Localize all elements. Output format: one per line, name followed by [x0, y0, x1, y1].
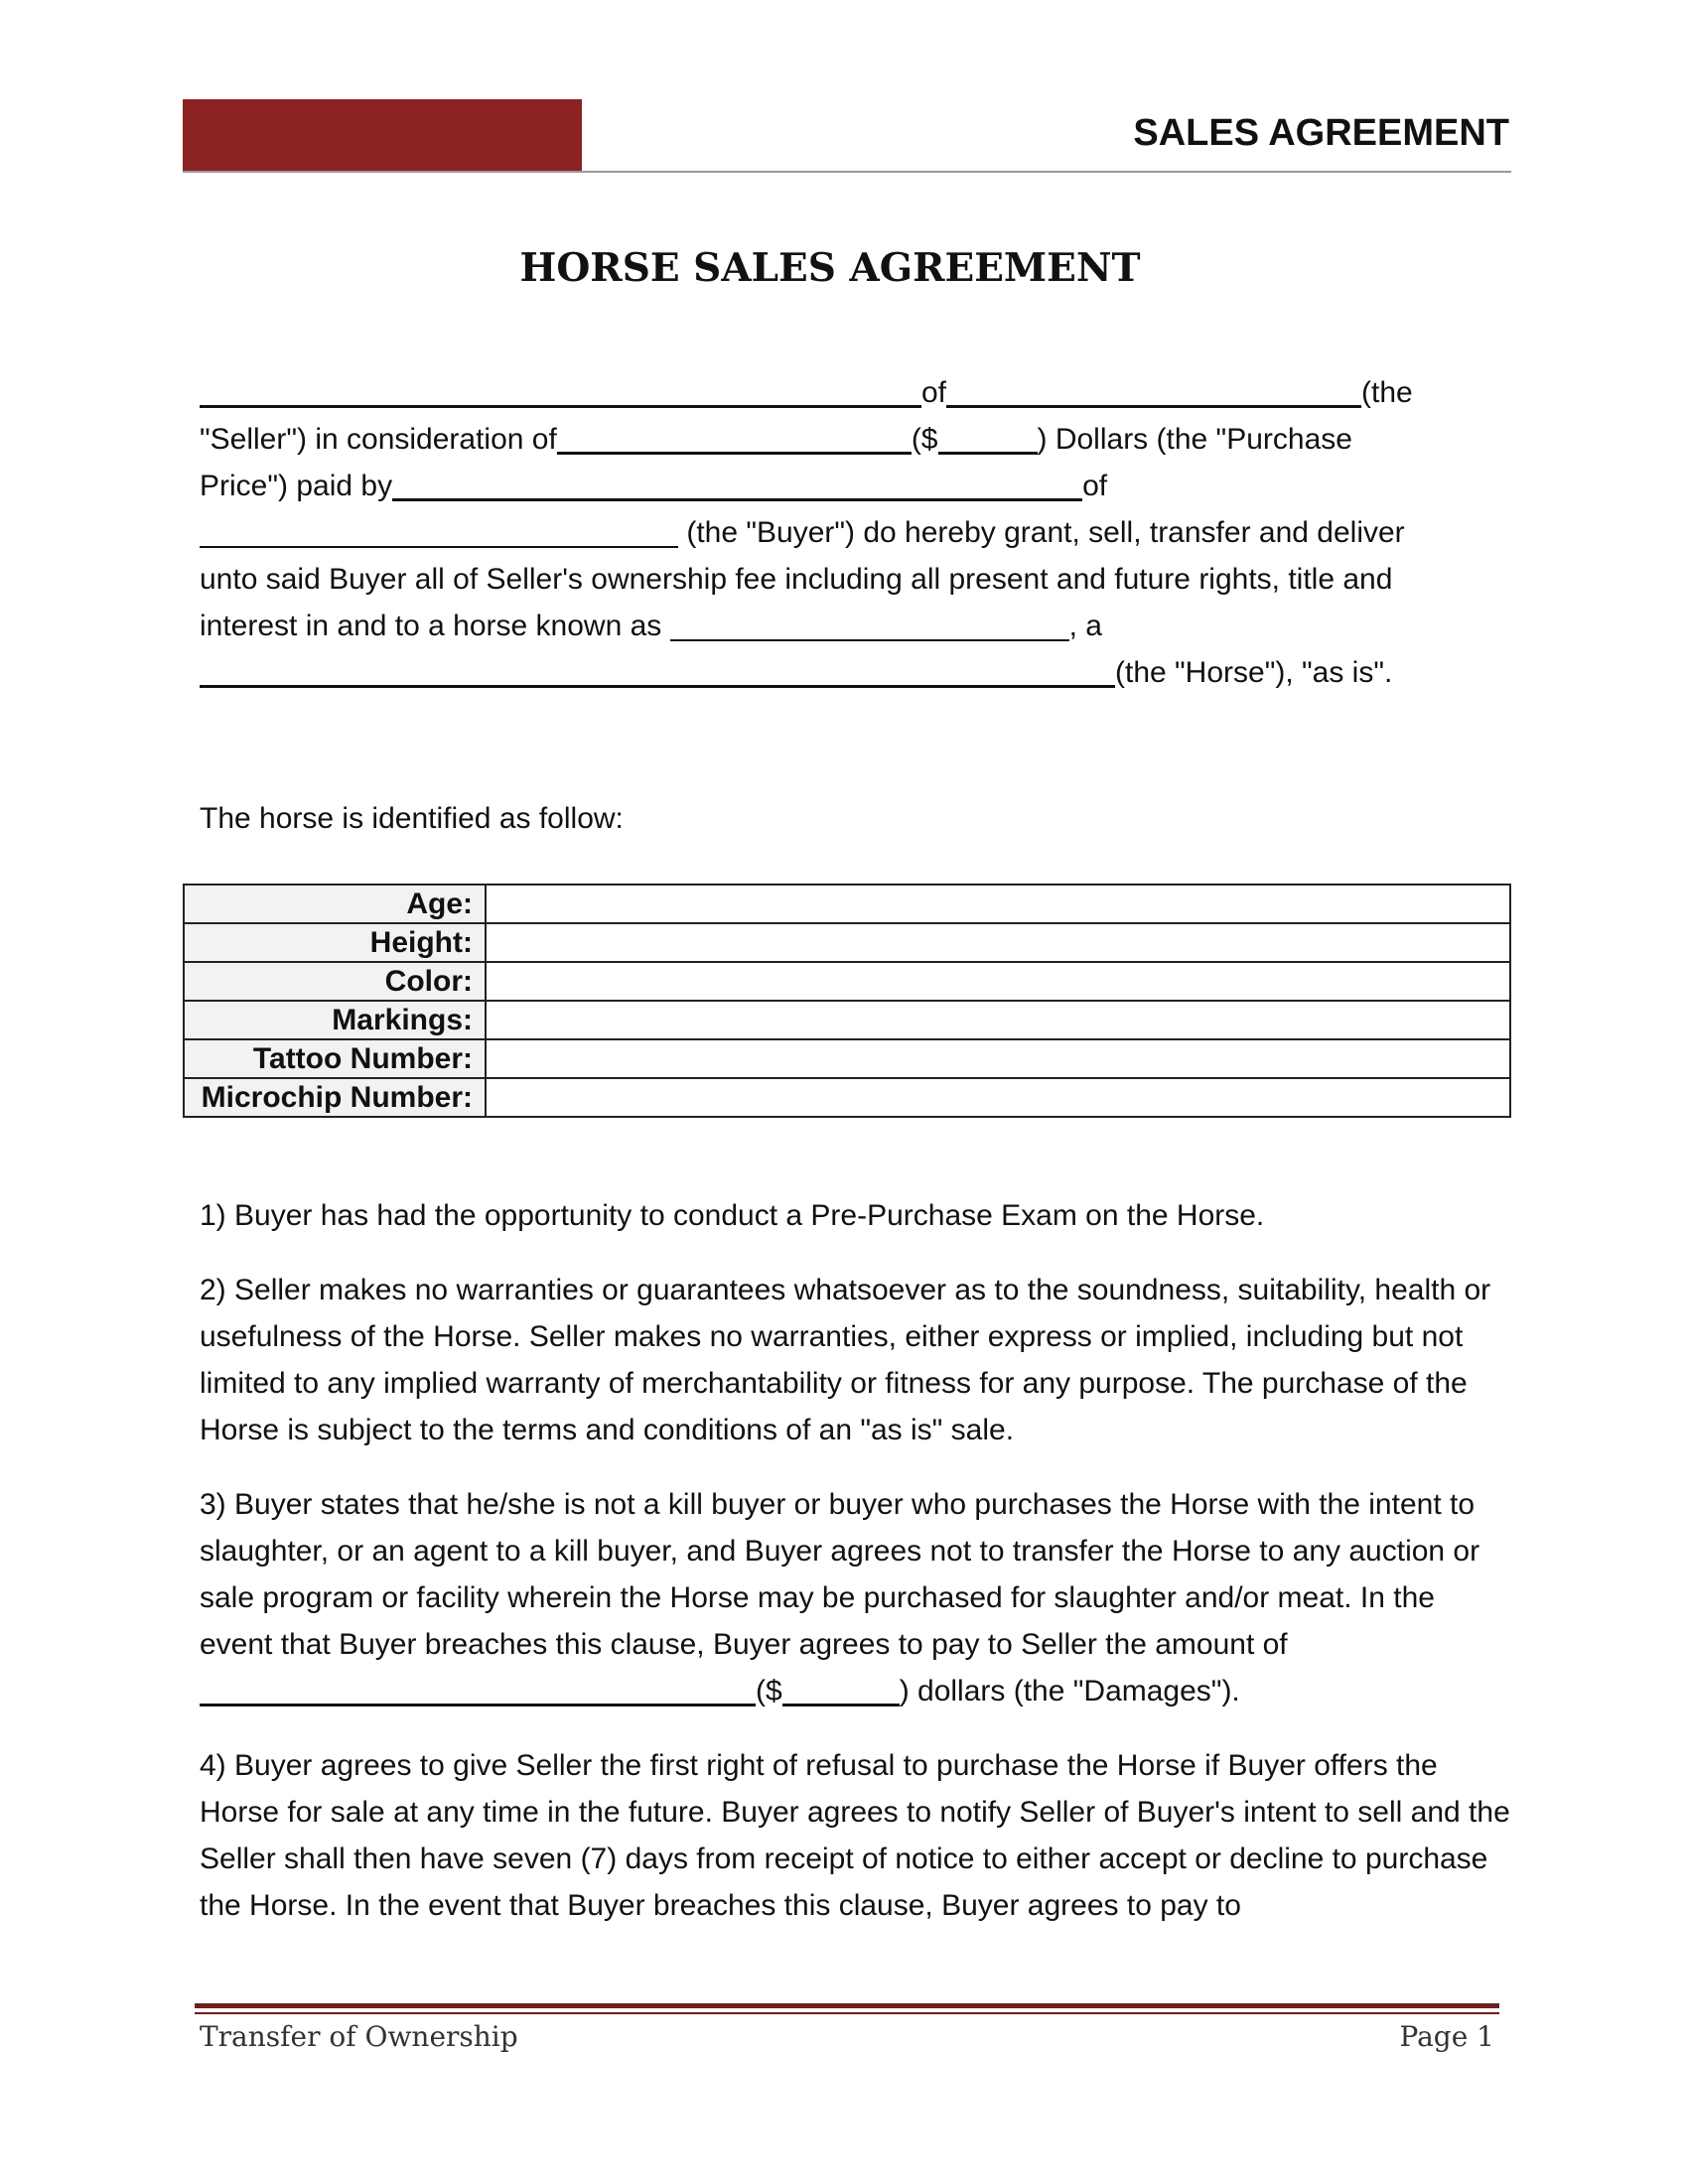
footer-document-name: Transfer of Ownership — [200, 2020, 518, 2053]
row-label: Height: — [184, 923, 486, 962]
row-label: Age: — [184, 885, 486, 923]
intro-text: , a — [1068, 610, 1102, 642]
footer-divider-thick — [195, 2003, 1499, 2008]
clauses-section — [200, 1192, 1510, 1957]
row-label: Markings: — [184, 1001, 486, 1039]
buyer-name-blank[interactable] — [392, 469, 1082, 501]
header-title: SALES AGREEMENT — [1133, 112, 1509, 154]
clause-3-paren: ($ — [756, 1675, 782, 1707]
horse-description-blank[interactable] — [200, 655, 1115, 688]
clause-3-end: ) dollars (the "Damages"). — [899, 1675, 1240, 1707]
table-row — [184, 885, 1510, 923]
microchip-number-field[interactable] — [486, 1078, 1510, 1117]
intro-text: (the — [1361, 376, 1413, 409]
intro-text: (the "Horse"), "as is". — [1115, 656, 1393, 689]
footer-divider-thin — [195, 2012, 1499, 2014]
intro-paragraph — [200, 369, 1490, 696]
tattoo-number-field[interactable] — [486, 1039, 1510, 1078]
markings-field[interactable] — [486, 1001, 1510, 1039]
header-divider — [183, 171, 1511, 173]
header-accent-bar — [183, 99, 582, 171]
row-label: Microchip Number: — [184, 1078, 486, 1117]
seller-name-blank[interactable] — [200, 375, 921, 408]
intro-text: ($ — [911, 423, 938, 456]
horse-identification-table — [183, 884, 1511, 1118]
purchase-price-amount-blank[interactable] — [938, 422, 1038, 455]
height-field[interactable] — [486, 923, 1510, 962]
age-field[interactable] — [486, 885, 1510, 923]
intro-text: ) Dollars (the "Purchase — [1037, 423, 1352, 456]
clause-3 — [200, 1481, 1510, 1714]
buyer-address-blank[interactable] — [200, 516, 678, 548]
table-row — [184, 1039, 1510, 1078]
row-label: Color: — [184, 962, 486, 1001]
footer-page-number: Page 1 — [1399, 2020, 1494, 2053]
table-row — [184, 962, 1510, 1001]
intro-text: interest in and to a horse known as — [200, 610, 670, 642]
seller-address-blank[interactable] — [946, 375, 1361, 408]
intro-text: unto said Buyer all of Seller's ownership fee including all present and future rights, title and — [200, 563, 1393, 596]
damages-words-blank[interactable] — [200, 1674, 756, 1706]
intro-text: of — [1082, 470, 1108, 502]
clause-1: 1) Buyer has had the opportunity to conduct a Pre-Purchase Exam on the Horse. — [200, 1199, 1265, 1232]
intro-text: Price") paid by — [200, 470, 393, 502]
identified-label: The horse is identified as follow: — [200, 802, 624, 835]
row-label: Tattoo Number: — [184, 1039, 486, 1078]
damages-amount-blank[interactable] — [782, 1674, 900, 1706]
table-row — [184, 1078, 1510, 1117]
intro-text: "Seller") in consideration of — [200, 423, 557, 456]
horse-name-blank[interactable] — [670, 610, 1069, 641]
table-row — [184, 1001, 1510, 1039]
clause-2: 2) Seller makes no warranties or guarantees whatsoever as to the soundness, suitability, health or usefulness of the Horse. Seller makes no warranties, either express or implied, including but not limited to any implied warranty of merchantability or fitness for any purpose. The purchase of the Horse is subject to the terms and conditions of an "as is" sale. — [200, 1274, 1491, 1446]
clause-4: 4) Buyer agrees to give Seller the first right of refusal to purchase the Horse if Buyer offers the Horse for sale at any time in the future. Buyer agrees to notify Seller of Buyer's intent to sell and the Seller shall then have seven (7) days from receipt of notice to either accept or decline to purchase the Horse. In the event that Buyer breaches this clause, Buyer agrees to pay to — [200, 1749, 1510, 1922]
intro-text: of — [921, 376, 947, 409]
color-field[interactable] — [486, 962, 1510, 1001]
document-title: HORSE SALES AGREEMENT — [519, 245, 1141, 291]
intro-text: (the "Buyer") do hereby grant, sell, transfer and deliver — [678, 516, 1405, 549]
clause-3-text: 3) Buyer states that he/she is not a kill buyer or buyer who purchases the Horse with the intent to slaughter, or an agent to a kill buyer, and Buyer agrees not to transfer the Horse to any auction or sale program or facility wherein the Horse may be purchased for slaughter and/or meat. In the event that Buyer breaches this clause, Buyer agrees to pay to Seller the amount of — [200, 1488, 1480, 1661]
table-row — [184, 923, 1510, 962]
purchase-price-words-blank[interactable] — [557, 422, 912, 455]
